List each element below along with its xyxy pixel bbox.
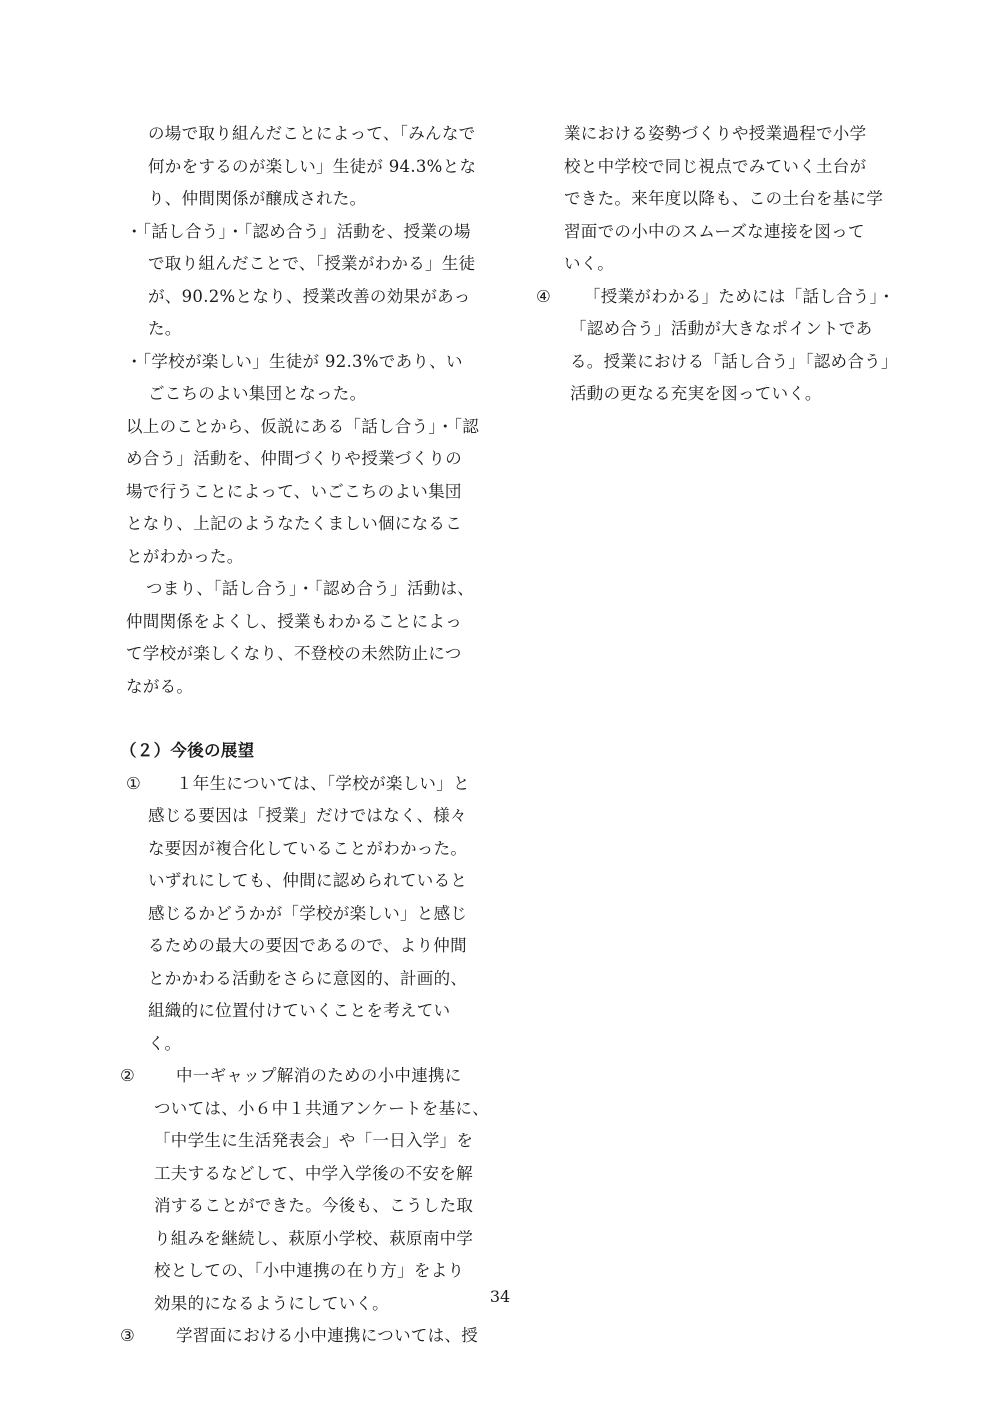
numbered-item-4 (536, 281, 900, 411)
text-line: 組織的に位置付けていくことを考えてい (148, 1001, 451, 1020)
text-line: 中一ギャップ解消のための小中連携に (176, 1066, 462, 1085)
text-line: の場で取り組んだことによって、「みんなで (148, 124, 476, 143)
text-line: り組みを継続し、萩原小学校、萩原南中学 (154, 1228, 474, 1248)
text-line: が、90.2%となり、授業改善の効果があっ (148, 286, 471, 306)
numbered-item-1 (126, 768, 496, 1061)
item-marker: ① (126, 773, 142, 793)
text-line: ・「話し合う」・「認め合う」活動を、授業の場 (126, 221, 471, 241)
text-line: な要因が複合化していることがわかった。 (148, 838, 468, 858)
text-line: 感じる要因は「授業」だけではなく、様々 (148, 806, 467, 825)
text-line: とがわかった。 (126, 546, 244, 566)
left-column (120, 118, 496, 1353)
text-line: つまり、「話し合う」・「認め合う」活動は、 (146, 579, 475, 598)
item-marker: ③ (120, 1326, 136, 1345)
text-line: 学習面における小中連携については、授 (176, 1326, 479, 1345)
text-line: 工夫するなどして、中学入学後の不安を解 (154, 1163, 473, 1183)
paragraph (126, 573, 496, 703)
text-line: 習面での小中のスムーズな連接を図って (564, 221, 865, 241)
text-line: 以上のことから、仮説にある「話し合う」・「認 (126, 416, 480, 436)
text-line: 消することができた。今後も、こうした取 (154, 1196, 474, 1215)
section-heading: （２）今後の展望 (120, 741, 255, 760)
page-number: 34 (489, 1287, 511, 1306)
bullet-item (126, 346, 496, 411)
bullet-item (126, 216, 496, 346)
text-line: いずれにしても、仲間に認められていると (148, 871, 468, 890)
text-line: いく。 (564, 254, 615, 273)
numbered-item-3 (120, 1320, 496, 1353)
item-marker: ④ (536, 286, 552, 306)
text-line: とかかわる活動をさらに意図的、計画的、 (148, 968, 468, 988)
text-line: １年生については、「学校が楽しい」と (176, 773, 470, 793)
text-line: く。 (148, 1033, 182, 1053)
text-line: となり、上記のようなたくましい個になるこ (126, 514, 462, 533)
numbered-item-2 (120, 1060, 496, 1320)
text-line: ・「学校が楽しい」生徒が 92.3%であり、い (126, 351, 463, 371)
text-line: できた。来年度以降も、この土台を基に学 (564, 189, 884, 208)
text-line: 「中学生に生活発表会」や「一日入学」を (154, 1131, 474, 1150)
text-line: ついては、小６中１共通アンケートを基に、 (154, 1098, 490, 1118)
text-line: 活動の更なる充実を図っていく。 (570, 384, 822, 403)
text-line: て学校が楽しくなり、不登校の未然防止につ (126, 644, 462, 663)
text-line: ごこちのよい集団となった。 (148, 384, 367, 403)
text-line: 「認め合う」活動が大きなポイントであ (570, 319, 873, 338)
text-line: め合う」活動を、仲間づくりや授業づくりの (126, 449, 462, 468)
paragraph (126, 411, 496, 574)
text-line: で取り組んだことで、「授業がわかる」生徒 (148, 254, 476, 273)
bullet-continuation (126, 118, 496, 216)
text-line: 効果的になるようにしていく。 (154, 1293, 389, 1313)
text-line: り、仲間関係が醸成された。 (148, 189, 367, 208)
right-column (536, 118, 900, 411)
text-line: る。授業における「話し合う」「認め合う」 (570, 351, 898, 371)
text-line: た。 (148, 319, 182, 338)
text-line: 仲間関係をよくし、授業もわかることによっ (126, 611, 462, 631)
text-line: 「授業がわかる」ためには「話し合う」・ (584, 286, 895, 306)
text-line: ながる。 (126, 676, 194, 696)
text-line: 校と中学校で同じ視点でみていく土台が (564, 156, 867, 176)
text-line: 場で行うことによって、いごこちのよい集団 (126, 481, 462, 501)
text-line: 感じるかどうかが「学校が楽しい」と感じ (148, 903, 468, 923)
item-marker: ② (120, 1066, 136, 1085)
text-line: 何かをするのが楽しい」生徒が 94.3%とな (148, 156, 477, 176)
text-line: 校としての、「小中連携の在り方」をより (154, 1261, 465, 1280)
text-line: るための最大の要因であるので、より仲間 (148, 936, 467, 955)
item-3-continuation (536, 118, 900, 281)
text-line: 業における姿勢づくりや授業過程で小学 (564, 124, 867, 143)
